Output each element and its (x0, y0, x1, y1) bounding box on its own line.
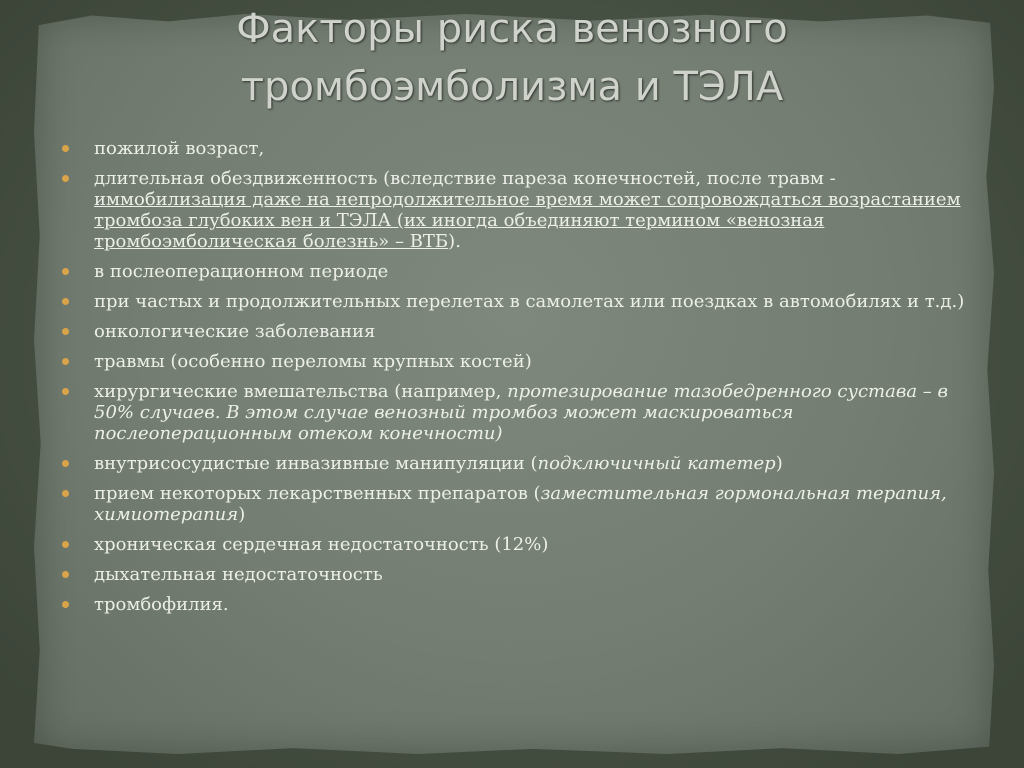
list-item (60, 534, 970, 555)
item-text-underlined: иммобилизация даже на непродолжительное время может сопровождаться возрастанием тромбоза глубоких вен и ТЭЛА (их иногда объединяют термином «венозная тромбоэмболическая болезнь» – ВТБ (94, 189, 961, 252)
bullet-icon (62, 460, 69, 467)
bullet-icon (62, 175, 69, 182)
item-text: дыхательная недостаточность (94, 564, 383, 585)
list-item (60, 381, 970, 444)
list-item (60, 453, 970, 474)
title-line-1: Факторы риска венозного (236, 6, 788, 52)
list-item (60, 261, 970, 282)
item-text: ) (238, 504, 246, 525)
bullet-icon (62, 268, 69, 275)
risk-factor-list (60, 138, 970, 624)
list-item (60, 321, 970, 342)
item-text-italic: протезирование тазобедренного сустава – в 50% случаев. В этом случае венозный тромбоз может маскироваться послеоперационным отеком конечности) (94, 381, 948, 444)
bullet-icon (62, 571, 69, 578)
list-item (60, 138, 970, 159)
item-text: тромбофилия. (94, 594, 229, 615)
item-text: ). (448, 231, 461, 252)
bullet-icon (62, 541, 69, 548)
item-text: хроническая сердечная недостаточность (12%) (94, 534, 549, 555)
item-text: внутрисосудистые инвазивные манипуляции ( (94, 453, 538, 474)
bullet-icon (62, 328, 69, 335)
bullet-icon (62, 490, 69, 497)
title-line-2: тромбоэмболизма и ТЭЛА (240, 64, 784, 110)
list-item (60, 594, 970, 615)
item-text-italic: заместительная гормональная терапия, химиотерапия (94, 483, 947, 525)
item-text: при частых и продолжительных перелетах в самолетах или поездках в автомобилях и т.д.) (94, 291, 965, 312)
bullet-icon (62, 298, 69, 305)
bullet-icon (62, 358, 69, 365)
item-text: в послеоперационном периоде (94, 261, 389, 282)
item-text: ) (775, 453, 783, 474)
list-item (60, 351, 970, 372)
bullet-icon (62, 388, 69, 395)
bullet-icon (62, 601, 69, 608)
list-item (60, 291, 970, 312)
item-text: онкологические заболевания (94, 321, 376, 342)
list-item (60, 564, 970, 585)
slide-title (0, 0, 1024, 116)
item-text: пожилой возраст, (94, 138, 265, 159)
item-text: травмы (особенно переломы крупных костей) (94, 351, 532, 372)
list-item (60, 483, 970, 525)
list-item (60, 168, 970, 252)
bullet-icon (62, 145, 69, 152)
item-text: хирургические вмешательства (например, (94, 381, 508, 402)
item-text: длительная обездвиженность (вследствие пареза конечностей, после травм - (94, 168, 836, 189)
item-text: прием некоторых лекарственных препаратов ( (94, 483, 541, 504)
item-text-italic: подключичный катетер (537, 453, 776, 474)
